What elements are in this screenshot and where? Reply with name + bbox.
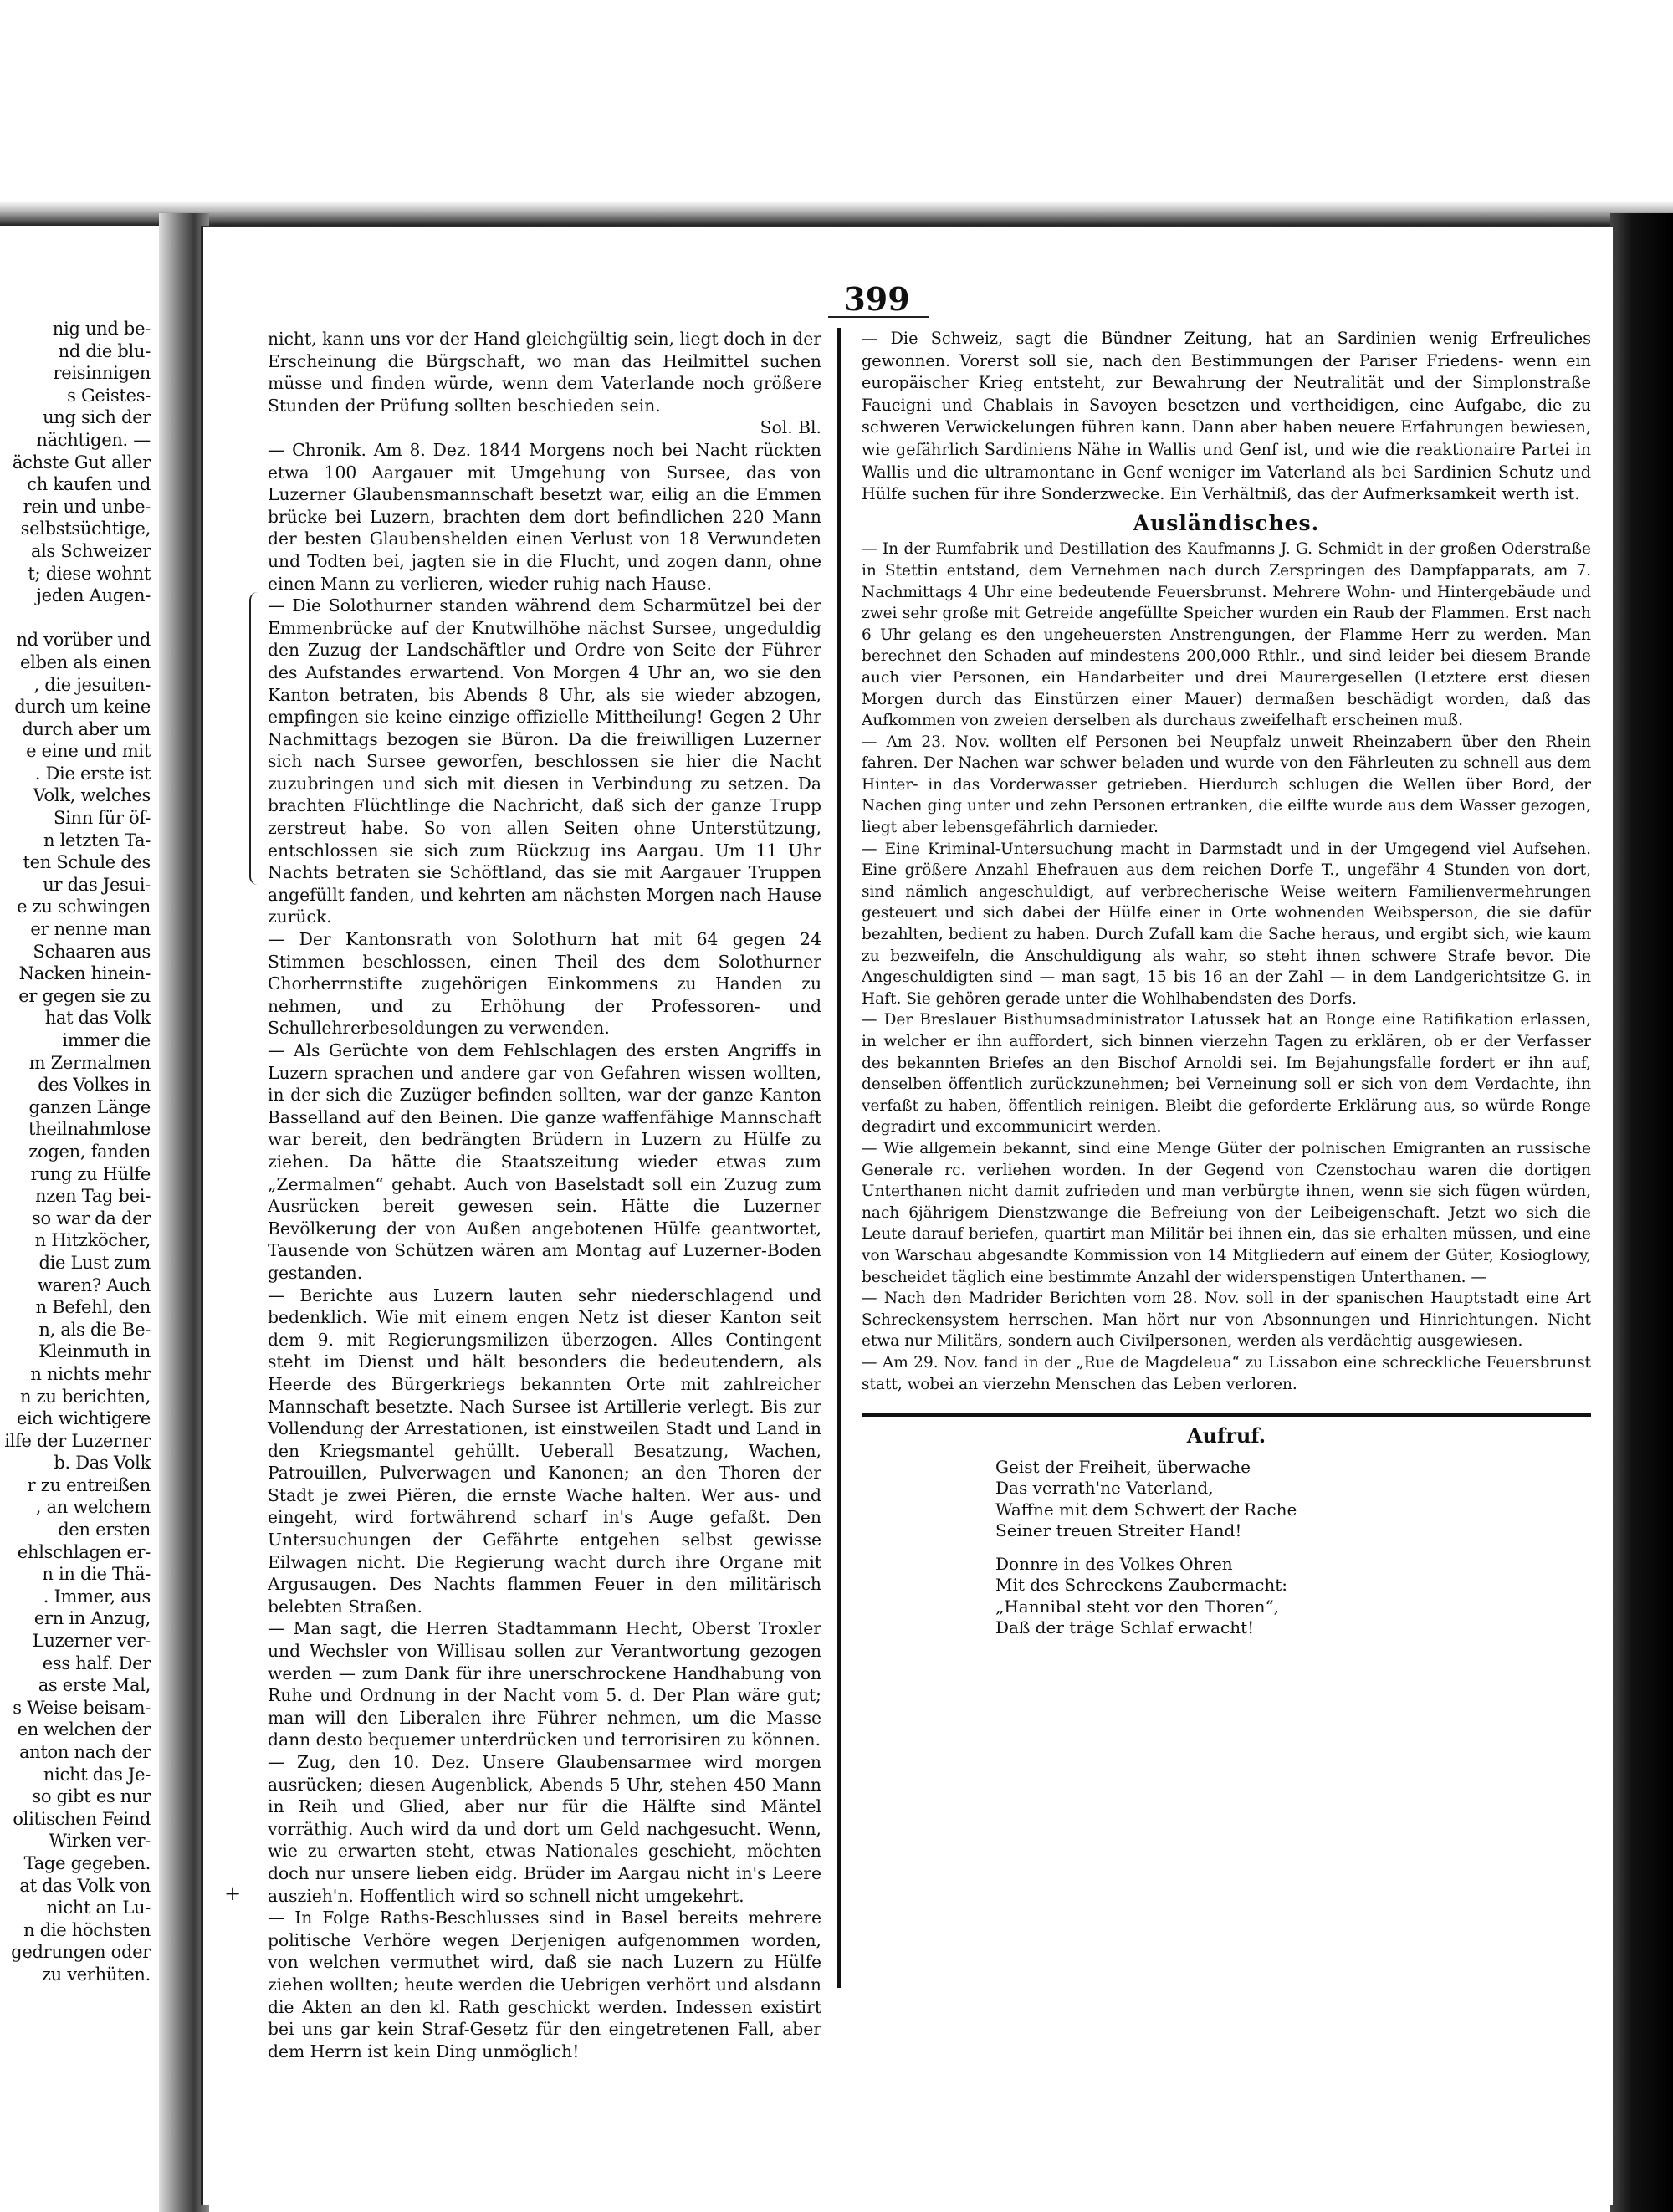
previous-page-line: rein und unbe- (23, 496, 151, 517)
previous-page-line: . Immer, aus (43, 1586, 151, 1607)
previous-page-line: nicht das Je- (43, 1764, 151, 1785)
previous-page-line: Volk, welches (33, 785, 151, 806)
previous-page-line: er nenne man (30, 919, 151, 940)
previous-page-line: Wirken ver- (49, 1831, 151, 1852)
previous-page-line: waren? Auch (37, 1275, 151, 1295)
previous-page-line: gedrungen oder (11, 1942, 151, 1963)
poem-line: Seiner treuen Streiter Hand! (995, 1520, 1242, 1541)
previous-page-fragment (0, 318, 151, 2082)
previous-page-line: eich wichtigere (16, 1408, 151, 1429)
previous-page-line: r zu entreißen (27, 1474, 151, 1495)
previous-page-line: nig und be- (52, 319, 151, 339)
foreign-news-item: — Am 23. Nov. wollten elf Personen bei Neupfalz unweit Rheinzabern über den Rhein fahren. Der Nachen war schwer beladen und wurde von den Fährleuten zu schnell aus dem Hinter- in das Vorderwasser getrieben. Hierdurch schlugen die Wellen über Bord, der Nachen ging unter und zehn Personen ertranken, die eilfte wurde aus dem Wasser gezogen, liegt aber lebensgefährlich darnieder. (862, 733, 1591, 837)
previous-page-line: en welchen der (17, 1719, 151, 1740)
previous-page-line: ilfe der Luzerner (4, 1430, 151, 1451)
poem-stanza (995, 1457, 1591, 1542)
previous-page-line: , an welchem (35, 1497, 151, 1518)
previous-page-line: ch kaufen und (27, 474, 151, 495)
foreign-news-item: — Eine Kriminal-Untersuchung macht in Darmstadt und in der Umgegend viel Aufsehen. Eine größere Anzahl Ehefrauen aus dem reichen Dorfe T., ungefähr 4 Stunden von dort, sind nämlich angeschuldigt, auf verbrecherische Weise weitern Familienvermehrungen gesteuert und sich dabei der Hülfe einer in Orte wohnenden Weibsperson, die sie dafür bezahlten, bedient zu haben. Durch Zufall kam die Sache heraus, und ergibt sich, wie kaum zu bezweifeln, die Anschuldigung als wahr, so steht ihnen schwere Strafe bevor. Die Angeschuldigten sind — man sagt, 15 bis 16 an der Zahl — in dem Landgerichtsitze G. in Haft. Sie gehören gerade unter die Wohlhabendsten des Dorfs. (862, 840, 1591, 1008)
foreign-news-item: — Nach den Madrider Berichten vom 28. Nov. soll in der spanischen Hauptstadt eine Art Schreckensystem herrschen. Man hört nur von Absonnungen und Hinrichtungen. Nicht etwa nur Militärs, sondern auch Civilpersonen, werden als verdächtig ausgewiesen. (862, 1290, 1591, 1351)
previous-page-line: immer die (62, 1030, 151, 1050)
previous-page-line: hat das Volk (44, 1008, 151, 1029)
previous-page-line (0, 607, 151, 630)
previous-page-line: b. Das Volk (54, 1453, 151, 1474)
foreign-news-item: — Am 29. Nov. fand in der „Rue de Magdeleua“ zu Lissabon eine schreckliche Feuersbrunst statt, wobei an vierzehn Menschen das Leben verloren. (862, 1353, 1591, 1393)
previous-page-line: so war da der (32, 1208, 151, 1229)
column-divider (837, 328, 841, 1988)
poem-stanza (995, 1554, 1591, 1639)
previous-page-line: durch aber um (22, 718, 151, 739)
previous-page-line: zogen, fanden (28, 1141, 151, 1162)
previous-page-line: n die höchsten (23, 1919, 151, 1940)
previous-page-line: e eine und mit (26, 741, 151, 762)
previous-page-line: Schaaren aus (33, 941, 151, 962)
article-paragraph: — Als Gerüchte von dem Fehlschlagen des ersten Angriffs in Luzern sprachen und andere gar von Gefahren wissen wollten, in der sich die Zuzüger befinden sollten, war der ganze Kanton Basselland auf den Beinen. Die ganze waffenfähige Mannschaft war bereit, den bedrängten Brüdern in Luzern zu Hülfe zu ziehen. Da hätte die Staatszeitung wieder etwas zum „Zermalmen“ gehabt. Auch von Baselstadt soll ein Zuzug zum Ausrücken bereit gewesen sein. Hätte die Luzerner Bevölkerung der von Außen angebotenen Hülfe geantwortet, Tausende von Schützen wären am Montag auf Luzerner-Boden gestanden. (268, 1040, 821, 1283)
previous-page-line: Kleinmuth in (38, 1341, 151, 1362)
poem-line: Donnre in des Volkes Ohren (995, 1553, 1233, 1574)
previous-page-line: ern in Anzug, (33, 1608, 151, 1629)
article-paragraph: — Der Kantonsrath von Solothurn hat mit 64 gegen 24 Stimmen beschlossen, einen Theil des dem Solothurner Chorherrnstifte zugehörigen Einkommens zu Handen zu nehmen, und zu Erhöhung der Professoren- und Schullehrerbesoldungen zu verwenden. (268, 929, 821, 1039)
previous-page-line: nächtigen. — (36, 429, 151, 450)
previous-page-line: Sinn für öf- (53, 808, 151, 829)
foreign-news-item: — Der Breslauer Bisthumsadministrator Latussek hat an Ronge eine Ratifikation erlassen, in welcher er ihn auffordert, sich binnen vierzehn Tagen zu erklären, ob er der Verfasser des bekannten Briefes an den Bischof Arnoldi sei. Im Bejahungsfalle fordert er ihn auf, denselben öffentlich zurückzunehmen; bei Verneinung soll er sich von dem Verdachte, ihn verfaßt zu haben, öffentlich reinigen. Bleibt die geforderte Erklärung aus, so würde Ronge degradirt und excommunicirt werden. (862, 1011, 1591, 1137)
previous-page-line: ur das Jesui- (43, 874, 151, 895)
book-top-shadow (0, 201, 1673, 226)
previous-page-line: ganzen Länge (28, 1096, 151, 1117)
previous-page-line: des Volkes in (38, 1075, 151, 1096)
notice-title: Aufruf. (1186, 1423, 1266, 1448)
previous-page-line: Tage gegeben. (23, 1852, 151, 1873)
poem-line: Das verrath'ne Vaterland, (995, 1478, 1214, 1499)
previous-page-line: s Geistes- (67, 385, 151, 406)
notice-rule (862, 1413, 1591, 1417)
page-number: 399 (843, 280, 910, 318)
previous-page-line: ten Schule des (23, 852, 151, 873)
previous-page-line: ächste Gut aller (12, 452, 151, 473)
previous-page-line: at das Volk von (19, 1875, 151, 1896)
previous-page-line: zu verhüten. (41, 1964, 151, 1985)
page-number-rule (828, 316, 929, 318)
article-paragraph: nicht, kann uns vor der Hand gleichgültig sein, liegt doch in der Erscheinung die Bürgschaft, wo man das Heilmittel suchen müsse und finden würde, wenn dem Vaterlande noch größere Stunden der Prüfung sollten beschieden sein. (268, 329, 821, 416)
foreign-news-item: — Wie allgemein bekannt, sind eine Menge Güter der polnischen Emigranten an russische Generale rc. verliehen worden. In der Gegend von Czenstochau waren die dortigen Unterthanen nicht damit zufrieden und man verbürgte ihnen, wenn sie sich fügen würden, nach 6jährigem Dienstzwange die Befreiung von der Leibeigenschaft. Jetzt wo sich die Leute darauf beriefen, quartirt man Militär bei ihnen ein, das sie erhalten müssen, und eine von Warschau abgesandte Kommission von 14 Mitgliedern auf einem der Güter, Kosioglowy, bescheidet täglich eine bestimmte Anzahl der widerspenstigen Unterthanen. — (862, 1139, 1591, 1286)
previous-page-line: , die jesuiten- (33, 674, 151, 695)
previous-page-line: n nichts mehr (30, 1363, 151, 1384)
previous-page-line: n, als die Be- (38, 1319, 151, 1340)
previous-page-line: die Lust zum (38, 1252, 151, 1273)
previous-page-line: n Hitzköcher, (34, 1230, 151, 1251)
right-column (862, 328, 1591, 1651)
previous-page-line: n letzten Ta- (43, 830, 151, 851)
article-switzerland-sardinia: — Die Schweiz, sagt die Bündner Zeitung, hat an Sardinien wenig Erfreuliches gewonnen. Vorerst soll sie, nach den Bestimmungen der Pariser Friedens- wenn ein europäischer Krieg entsteht, zur Bewahrung der Neutralität und der Simplonstraße Faucigni und Chablais in Savoyen besetzen und vertheidigen, eine Aufgabe, die zu schweren Verwickelungen führen kann. Dann aber haben neuere Erfahrungen bewiesen, wie gefährlich Sardiniens Nähe in Wallis und Genf ist, und wie die reaktionaire Partei in Wallis und die ultramontane in Genf weniger im Vaterland als bei Sardinien Schutz und Hülfe suchen für ihre Sonderzwecke. Ein Verhältniß, das der Aufmerksamkeit werth ist. (862, 329, 1591, 504)
previous-page-line: theilnahmlose (28, 1119, 151, 1140)
previous-page-line: so gibt es nur (32, 1786, 151, 1807)
previous-page-line: Nacken hinein- (18, 963, 151, 984)
previous-page-line: er gegen sie zu (18, 985, 151, 1006)
previous-page-line: den ersten (58, 1520, 151, 1540)
previous-page-line: selbstsüchtige, (20, 519, 151, 539)
previous-page-line: jeden Augen- (36, 585, 151, 606)
article-paragraph: — Berichte aus Luzern lauten sehr niederschlagend und bedenklich. Wie mit einem engen Netz ist dieser Kanton seit dem 9. mit Regierungsmilizen überzogen. Alles Contingent steht im Dienst und hält besonders die bedeutendern, als Heerde des Bürgerkriegs bekannten Orte mit zahlreicher Mannschaft besetzte. Nach Sursee ist Artillerie verlegt. Bis zur Vollendung der Arrestationen, ist einstweilen Stadt und Land in den Kriegsmantel gehüllt. Ueberall Besatzung, Wachen, Patrouillen, Pulverwagen und Kanonen; an den Thoren der Stadt je zwei Piëren, die ernste Wache halten. Wer aus- und eingeht, wird fortwährend scharf in's Auge gefaßt. Den Untersuchungen der Gefährte entgehen selbst gewisse Eilwagen nicht. Die Regierung wacht durch ihre Organe mit Argusaugen. Des Nachts flammen Feuer in den militärisch belebten Straßen. (268, 1285, 821, 1617)
previous-page-line: n Befehl, den (35, 1297, 151, 1318)
foreign-news-item: — In der Rumfabrik und Destillation des Kaufmanns J. G. Schmidt in der großen Oderstraße in Stettin entstand, dem Vernehmen nach durch Zerspringen des Dampfapparats, am 7. Nachmittags 4 Uhr eine bedeutende Feuersbrunst. Mehrere Wohn- und Hintergebäude und zwei sehr große mit Getreide angefüllte Speicher wurden ein Raub der Flammen. Erst nach 6 Uhr gelang es den ungeheuersten Anstrengungen, der Flamme Herr zu werden. Man berechnet den Schaden auf mindestens 200,000 Rthlr., und sind leider bei diesem Brande auch vier Personen, ein Handarbeiter und drei Maurergesellen (Letztere erst diesen Morgen durch das Einstürzen einer Mauer) dermaßen beschädigt worden, daß das Aufkommen von zweien derselben als durchaus zweifelhaft erscheinen muß. (862, 540, 1591, 730)
previous-page-line: nicht an Lu- (46, 1898, 151, 1918)
previous-page-line: t; diese wohnt (28, 563, 151, 584)
previous-page-line: as erste Mal, (38, 1675, 151, 1696)
previous-page-line: nd die blu- (58, 340, 151, 361)
poem-line: Waffne mit dem Schwert der Rache (995, 1499, 1297, 1520)
article-paragraph: — In Folge Raths-Beschlusses sind in Basel bereits mehrere politische Verhöre wegen Derjenigen aufgenommen worden, von welchen vermuthet wird, daß sie nach Luzern zu Hülfe ziehen wollten; heute werden die Uebrigen verhört und alsdann die Akten an den kl. Rath geschickt werden. Indessen existirt bei uns gar kein Straf-Gesetz für den eingetretenen Fall, aber dem Herrn ist kein Ding unmöglich! (268, 1908, 821, 2061)
margin-cross-mark: + (224, 1882, 242, 1905)
section-heading-foreign: Ausländisches. (1133, 510, 1320, 535)
previous-page-line: . Die erste ist (34, 763, 151, 784)
previous-page-line: e zu schwingen (17, 897, 151, 917)
previous-page-line: reisinnigen (53, 363, 151, 384)
article-paragraph: — Chronik. Am 8. Dez. 1844 Morgens noch bei Nacht rückten etwa 100 Aargauer mit Umgehung von Sursee, das von Luzerner Glaubensmannschaft besetzt war, eilig an die Emmen brücke bei Luzern, brachten dem dort befindlichen 220 Mann der besten Glaubenshelden einen Verlust von 18 Verwundeten und Todten bei, jagten sie in die Flucht, und zogen dann, ohne einen Mann zu verlieren, wieder ruhig nach Hause. (268, 439, 821, 594)
previous-page-line: durch um keine (14, 697, 151, 718)
previous-page-line: rung zu Hülfe (30, 1163, 151, 1184)
previous-page-line: olitischen Feind (13, 1808, 151, 1829)
previous-page-line: ehlschlagen er- (17, 1541, 151, 1562)
previous-page-line: elben als einen (19, 651, 151, 672)
poem-line: Mit des Schreckens Zaubermacht: (995, 1575, 1288, 1596)
book-right-edge (1610, 213, 1673, 2212)
previous-page-line: Luzerner ver- (32, 1631, 151, 1652)
article-paragraph: — Zug, den 10. Dez. Unsere Glaubensarmee wird morgen ausrücken; diesen Augenblick, Abends 5 Uhr, stehen 450 Mann in Reih und Glied, aber nur für die Hälfte sind Mäntel vorräthig. Auch wird da und dort um Geld nachgesucht. Wenn, wie zu erwarten steht, etwas Nationales geschieht, möchten doch nur unsere lieben eidg. Brüder im Aargau nicht in's Leere auszieh'n. Hoffentlich wird so schnell nicht umgekehrt. (268, 1752, 821, 1906)
previous-page-line: n in die Thä- (42, 1564, 151, 1585)
article-signature: Sol. Bl. (760, 417, 821, 438)
previous-page-line: nzen Tag bei- (34, 1186, 151, 1207)
scan-background (0, 0, 1673, 213)
previous-page-line: ess half. Der (42, 1653, 151, 1673)
margin-pen-mark (249, 592, 263, 885)
article-paragraph: — Man sagt, die Herren Stadtammann Hecht, Oberst Troxler und Wechsler von Willisau sollen zur Verantwortung gezogen werden — zum Dank für ihre unerschrockene Handhabung von Ruhe und Ordnung in der Nacht vom 5. d. Der Plan wäre gut; man will den Liberalen ihre Führer nehmen, um die Masse dann desto bequemer unterdrücken und terrorisiren zu können. (268, 1618, 821, 1750)
previous-page-line: nd vorüber und (16, 630, 151, 651)
article-paragraph: — Die Solothurner standen während dem Scharmützel bei der Emmenbrücke auf der Knutwilhöhe nächst Sursee, ungeduldig den Zuzug der Landschäftler und Ordre von Seite der Führer des Aufstandes erwartend. Von Morgen 4 Uhr an, wo sie den Kanton betraten, bis Abends 8 Uhr, als sie wieder abzogen, empfingen sie keine einzige offizielle Mittheilung! Gegen 2 Uhr Nachmittags bezogen sie Büron. Da die freiwilligen Luzerner sich nach Sursee geworfen, beschlossen sie hier die Nacht zuzubringen und sich mit diesen in Verbindung zu setzen. Da brachten Flüchtlinge die Nachricht, daß sich der ganze Trupp zerstreut habe. So von allen Seiten ohne Unterstützung, entschlossen sie sich zum Rückzug ins Aargau. Um 11 Uhr Nachts betraten sie Schöftland, das sie mit Aargauer Truppen angefüllt fanden, und kehrten am nächsten Morgen nach Hause zurück. (268, 595, 821, 927)
poem (995, 1457, 1591, 1639)
poem-line: „Hannibal steht vor den Thoren“, (995, 1596, 1280, 1617)
previous-page-line: m Zermalmen (28, 1052, 151, 1073)
left-column (268, 328, 821, 2062)
previous-page-line: n zu berichten, (20, 1386, 151, 1407)
previous-page-line: anton nach der (18, 1742, 151, 1762)
poem-line: Geist der Freiheit, überwache (995, 1456, 1251, 1477)
foreign-news-list (862, 539, 1591, 1395)
previous-page-line: als Schweizer (30, 540, 151, 561)
previous-page-line: ung sich der (43, 407, 151, 428)
previous-page-line: s Weise beisam- (13, 1697, 151, 1718)
poem-line: Daß der träge Schlaf erwacht! (995, 1617, 1255, 1638)
